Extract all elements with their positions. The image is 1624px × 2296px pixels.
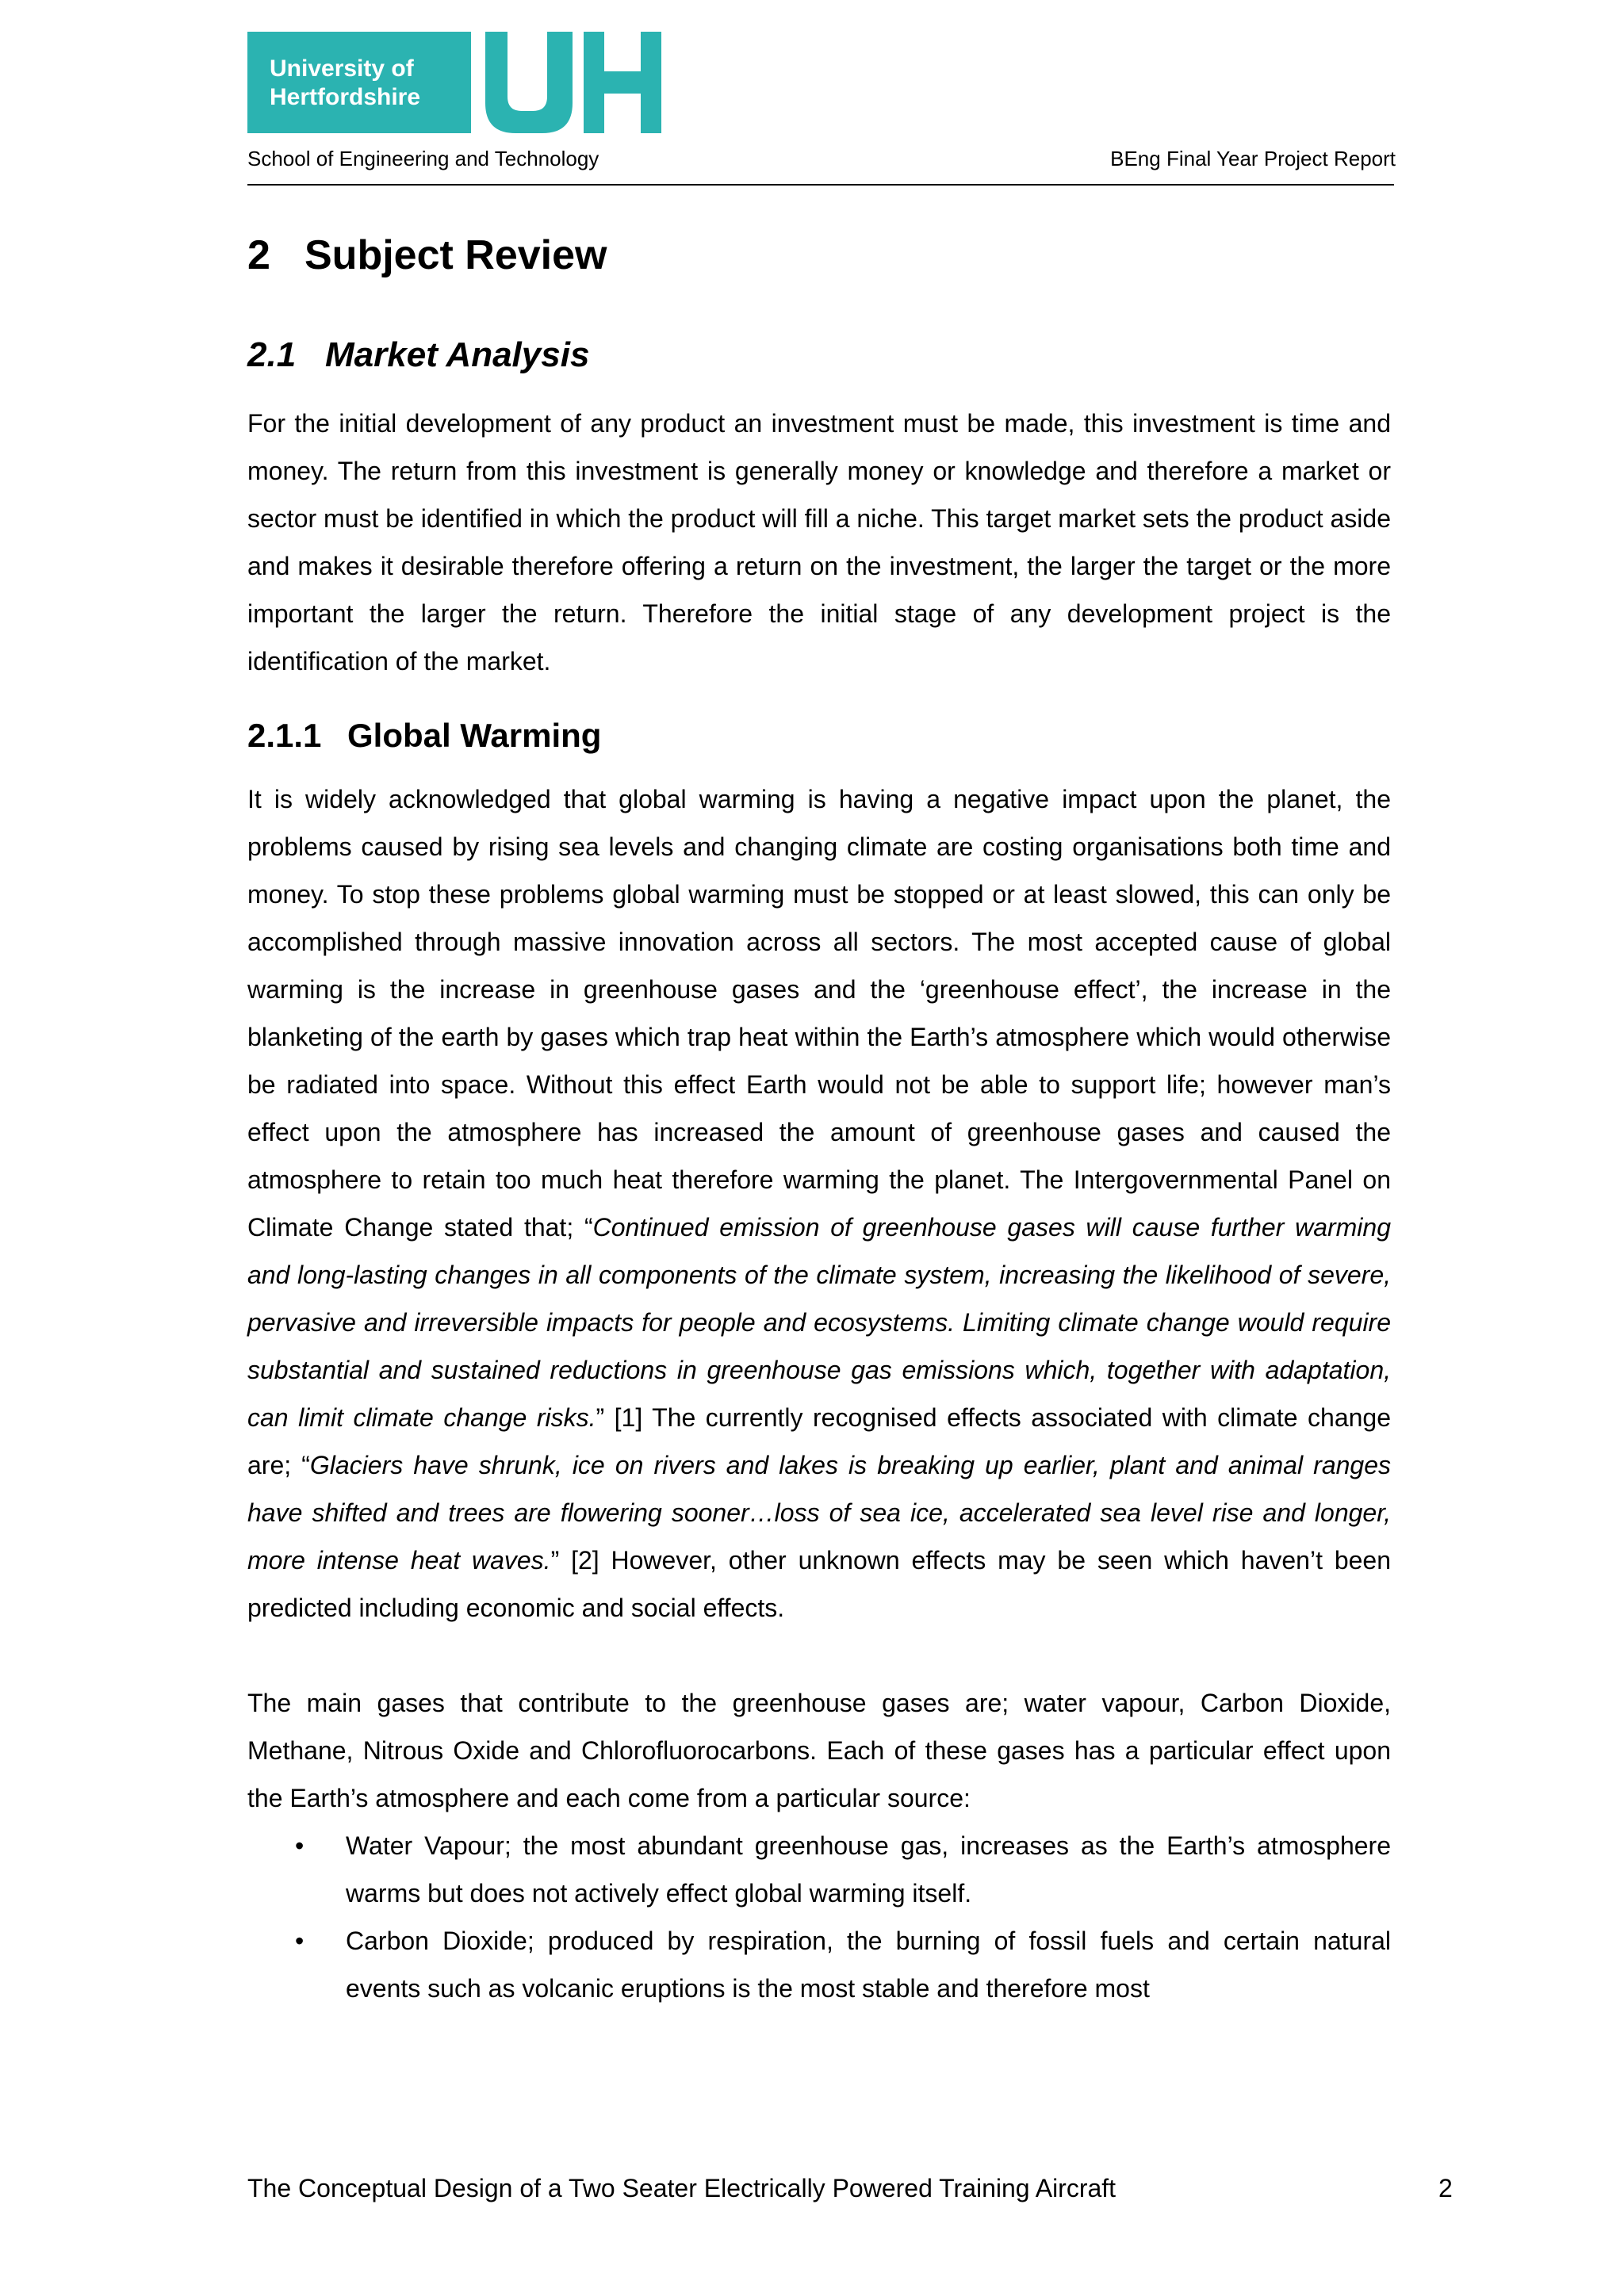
- paragraph-market-analysis: For the initial development of any product an investment must be made, this investment is time and money. The return from this investment is generally money or knowledge and therefore a market or sector must be identified in which the product will fill a niche. This target market sets the product aside and makes it desirable therefore offering a return on the investment, the larger the target or the more important the larger the return. Therefore the initial stage of any development project is the identification of the market.: [247, 409, 1391, 675]
- page-number: 2: [1438, 2174, 1453, 2202]
- subsection-title: Global Warming: [347, 717, 602, 754]
- header-school: School of Engineering and Technology: [247, 147, 599, 170]
- header-divider: [247, 184, 1394, 186]
- bullet-icon: •: [295, 1831, 304, 1860]
- list-item-text: Carbon Dioxide; produced by respiration, the burning of fossil fuels and certain natural events such as volcanic eruptions is the most stable and therefore most: [346, 1927, 1391, 2003]
- subsection-heading: [247, 704, 1391, 767]
- effects-quote: Glaciers have shrunk, ice on rivers and lakes is breaking up earlier, plant and animal ranges have shifted and trees are flowering sooner…loss of sea ice, accelerated sea level rise and longer, more intense heat waves.: [247, 1451, 1392, 1575]
- logo-h-bar: [604, 71, 641, 94]
- chapter-heading: [247, 224, 1391, 287]
- bullet-icon: •: [295, 1927, 304, 1955]
- chapter-number: 2: [247, 232, 270, 278]
- list-item-text: Water Vapour; the most abundant greenhouse gas, increases as the Earth’s atmosphere warms but does not actively effect global warming itself.: [346, 1831, 1391, 1908]
- gas-list: [247, 1822, 1391, 2012]
- logo-text-line2: Hertfordshire: [270, 84, 421, 110]
- section-title: Market Analysis: [325, 335, 590, 374]
- logo-box: [247, 32, 471, 133]
- section-heading: [247, 323, 1391, 387]
- warming-text-3: ” [2] However, other unknown effects may be seen which haven’t been predicted including economic and social effects.: [247, 1546, 1392, 1622]
- warming-text-1: It is widely acknowledged that global warming is having a negative impact upon the planet, the problems caused by rising sea levels and changing climate are costing organisations both time and money. To stop these problems global warming must be stopped or at least slowed, this can only be accomplished through massive innovation across all sectors. The most accepted cause of global warming is the increase in greenhouse gases and the ‘greenhouse effect’, the increase in the blanketing of the earth by gases which trap heat within the Earth’s atmosphere which would otherwise be radiated into space. Without this effect Earth would not be able to support life; however man’s effect upon the atmosphere has increased the amount of greenhouse gases and caused the atmosphere to retain too much heat therefore warming the planet. The Intergovernmental Panel on Climate Change stated that; “: [247, 785, 1391, 1242]
- list-item: [247, 1917, 1391, 2012]
- footer-title: The Conceptual Design of a Two Seater Electrically Powered Training Aircraft: [247, 2174, 1116, 2202]
- paragraph-global-warming: [247, 775, 1391, 1632]
- logo-text-line1: University of: [270, 55, 414, 82]
- header-report-type: BEng Final Year Project Report: [1110, 147, 1396, 170]
- paragraph-greenhouse-gases: The main gases that contribute to the greenhouse gases are; water vapour, Carbon Dioxide, Methane, Nitrous Oxide and Chlorofluorocarbons. Each of these gases has a particular effect upon the Earth’s atmosphere and each come from a particular source:: [247, 1689, 1391, 1812]
- logo-h-right: [641, 32, 661, 133]
- logo-h-left: [584, 32, 604, 133]
- list-item: [247, 1822, 1391, 1917]
- subsection-number: 2.1.1: [247, 717, 322, 754]
- page-content: [247, 224, 1391, 2012]
- university-logo: [247, 32, 661, 133]
- ipcc-quote: Continued emission of greenhouse gases will cause further warming and long-lasting changes in all components of the climate system, increasing the likelihood of severe, pervasive and irreversible impacts for people and ecosystems. Limiting climate change would require substantial and sustained reductions in greenhouse gas emissions which, together with adaptation, can limit climate change risks.: [247, 1213, 1392, 1432]
- warming-text-2: ” [1] The currently recognised effects associated with climate change are; “: [247, 1403, 1392, 1479]
- chapter-title: Subject Review: [304, 232, 607, 278]
- section-number: 2.1: [247, 335, 297, 374]
